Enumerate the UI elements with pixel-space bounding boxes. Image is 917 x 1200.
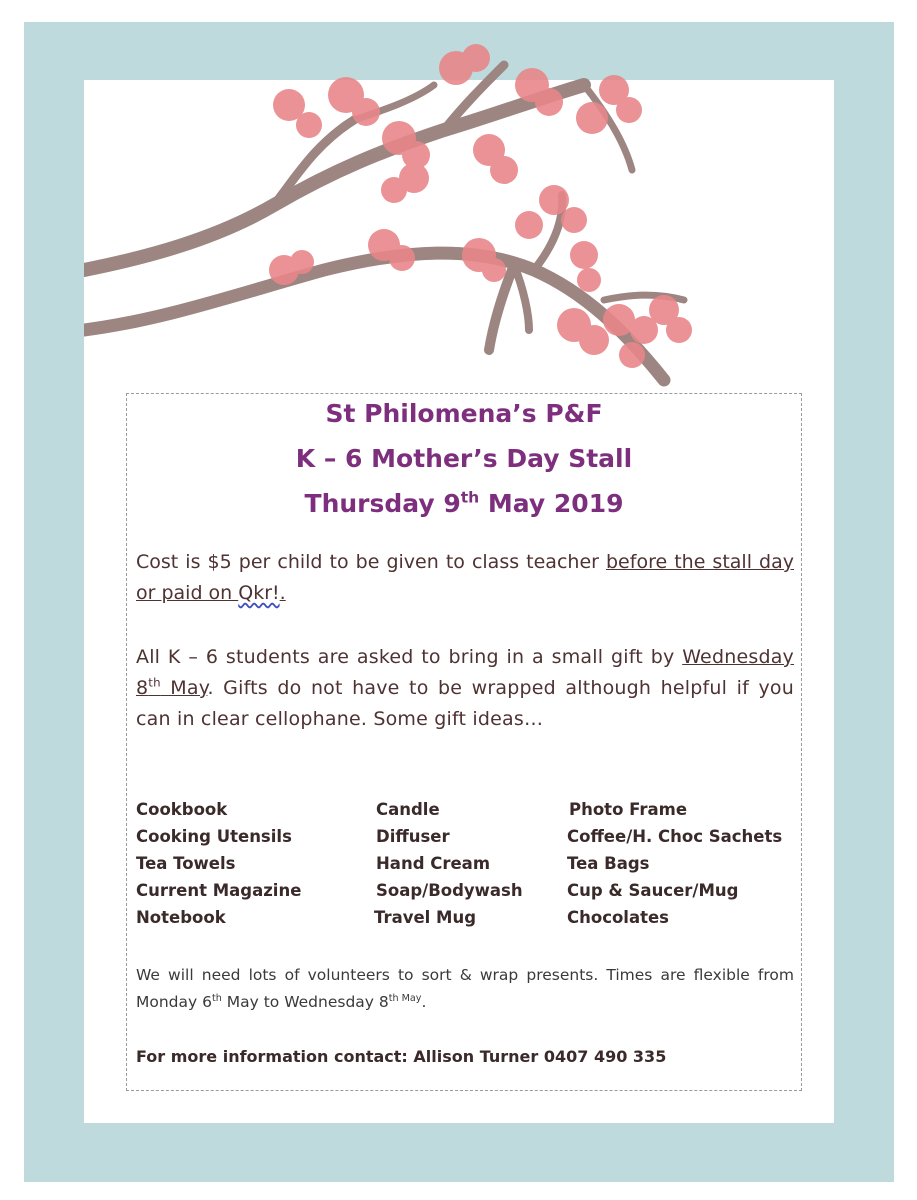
event-title: K – 6 Mother’s Day Stall: [295, 444, 633, 473]
gift-ideas-list: [136, 796, 796, 936]
gift-item: Candle: [376, 800, 440, 819]
gift-item: Hand Cream: [376, 854, 491, 873]
gift-item: Travel Mug: [374, 908, 477, 927]
volunteers-paragraph: We will need lots of volunteers to sort & wrap presents. Times are flexible from Monday 6th May to Wednesday $8^{th May}$.: [136, 966, 794, 1011]
gift-request-paragraph: All K – 6 students are asked to bring in a small gift by Wednesday 8th May. Gifts do not have to be wrapped although helpful if you can in clear cellophane. Some gift ideas…: [136, 646, 794, 730]
event-date: Thursday 9th May 2019: [304, 488, 624, 518]
gift-item: Cookbook: [136, 800, 228, 819]
cherry-blossom-branch-illustration: [84, 30, 724, 400]
flyer-text-box: [126, 393, 802, 1091]
gift-item: Soap/Bodywash: [376, 881, 523, 900]
school-title: St Philomena’s P&F: [325, 399, 603, 428]
gift-item: Cup & Saucer/Mug: [567, 881, 739, 900]
gift-item: Chocolates: [567, 908, 669, 927]
cost-paragraph: Cost is $5 per child to be given to class teacher before the stall day or paid on Qkr!.: [136, 551, 794, 604]
gift-item: Photo Frame: [569, 800, 688, 819]
gift-item: Diffuser: [376, 827, 450, 846]
gift-item: Current Magazine: [136, 881, 302, 900]
contact-info: For more information contact: Allison Turner 0407 490 335: [136, 1047, 667, 1066]
gift-item: Tea Towels: [136, 854, 236, 873]
gift-item: Coffee/H. Choc Sachets: [567, 827, 783, 846]
gift-item: Tea Bags: [567, 854, 650, 873]
qkr-app-name: Qkr!: [238, 582, 280, 604]
gift-item: Cooking Utensils: [136, 827, 292, 846]
gift-item: Notebook: [136, 908, 226, 927]
